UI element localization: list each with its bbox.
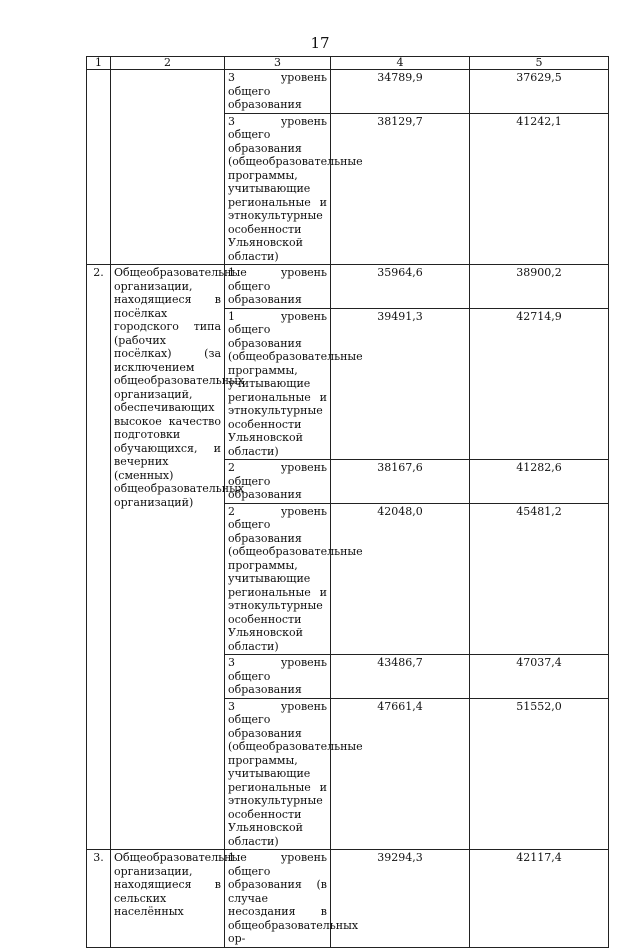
page-number: 17	[310, 34, 330, 52]
row-number: 2.	[87, 265, 111, 850]
table-body	[87, 70, 609, 948]
education-level: 3 уровень общего образования	[225, 655, 331, 699]
header-col-1: 1	[87, 57, 111, 70]
education-level: 3 уровень общего образования (общеобразовательные программы, учитывающие региональные и этнокультурные особенности Ульяновской области)	[225, 113, 331, 265]
financing-norms-table	[86, 56, 609, 948]
table-row	[87, 265, 609, 309]
header-col-4: 4	[331, 57, 470, 70]
norm-value-col4: 38167,6	[331, 460, 470, 504]
organization-type: Общеобразовательные организации, находящиеся в посёлках городского типа (рабочих посёлках) (за исключением общеобразовательных организаций, обеспечивающих высокое качество подготовки обучающихся, и вечерних (сменных) общеобразовательных организаций)	[111, 265, 225, 850]
norm-value-col4: 43486,7	[331, 655, 470, 699]
norm-value-col5: 37629,5	[470, 70, 609, 114]
norm-value-col5: 41282,6	[470, 460, 609, 504]
organization-type: Общеобразовательные организации, находящиеся в сельских населённых	[111, 850, 225, 948]
norm-value-col5: 42714,9	[470, 308, 609, 460]
education-level: 2 уровень общего образования (общеобразовательные программы, учитывающие региональные и этнокультурные особенности Ульяновской области)	[225, 503, 331, 655]
row-number	[87, 70, 111, 265]
norm-value-col4: 39294,3	[331, 850, 470, 948]
education-level: 3 уровень общего образования (общеобразовательные программы, учитывающие региональные и этнокультурные особенности Ульяновской области)	[225, 698, 331, 850]
education-level: 3 уровень общего образования	[225, 70, 331, 114]
education-level: 1 уровень общего образования (общеобразовательные программы, учитывающие региональные и этнокультурные особенности Ульяновской области)	[225, 308, 331, 460]
norm-value-col4: 39491,3	[331, 308, 470, 460]
norm-value-col4: 42048,0	[331, 503, 470, 655]
norm-value-col5: 42117,4	[470, 850, 609, 948]
norm-value-col5: 51552,0	[470, 698, 609, 850]
header-col-5: 5	[470, 57, 609, 70]
header-col-2: 2	[111, 57, 225, 70]
education-level: 1 уровень общего образования	[225, 265, 331, 309]
norm-value-col4: 34789,9	[331, 70, 470, 114]
norm-value-col5: 47037,4	[470, 655, 609, 699]
norm-value-col4: 35964,6	[331, 265, 470, 309]
organization-type	[111, 70, 225, 265]
row-number: 3.	[87, 850, 111, 948]
norm-value-col5: 45481,2	[470, 503, 609, 655]
table-header-row	[87, 57, 609, 70]
norm-value-col5: 38900,2	[470, 265, 609, 309]
norm-value-col4: 38129,7	[331, 113, 470, 265]
education-level: 2 уровень общего образования	[225, 460, 331, 504]
table-row	[87, 70, 609, 114]
norm-value-col5: 41242,1	[470, 113, 609, 265]
norm-value-col4: 47661,4	[331, 698, 470, 850]
education-level: 1 уровень общего образования (в случае несоздания в общеобразовательных ор-	[225, 850, 331, 948]
header-col-3: 3	[225, 57, 331, 70]
table-row	[87, 850, 609, 948]
